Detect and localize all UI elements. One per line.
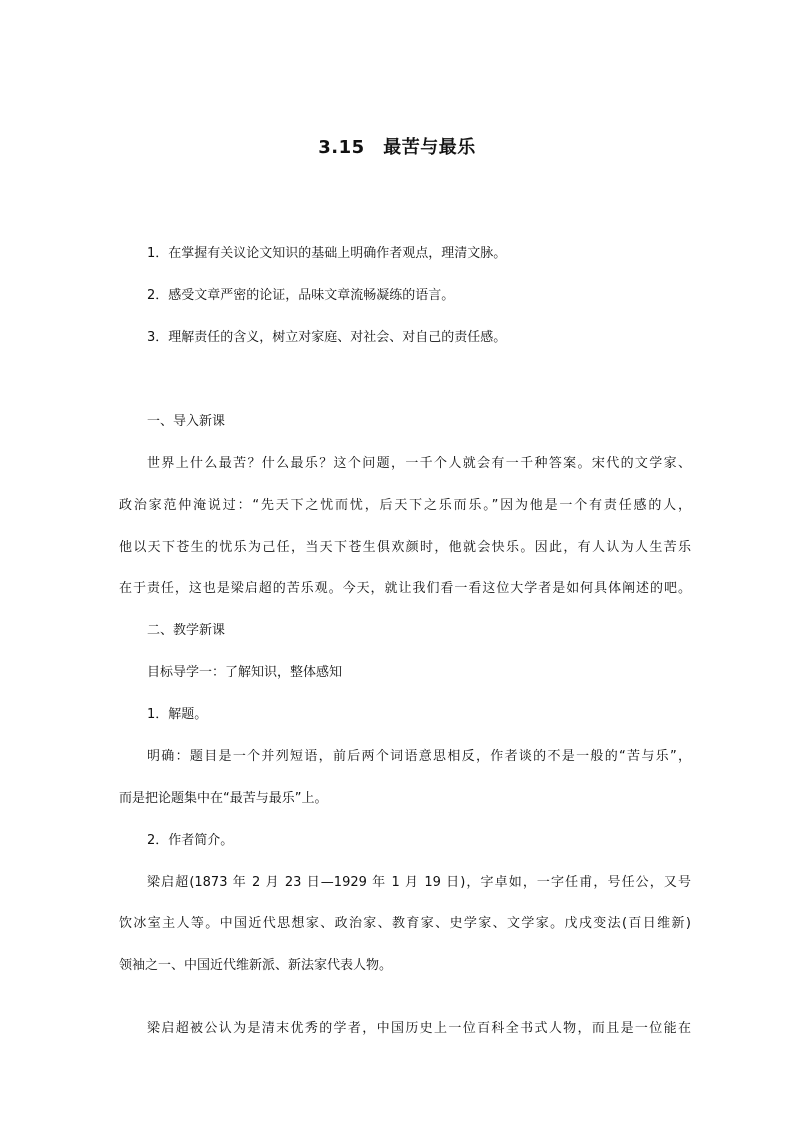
- objective-1: 1．在掌握有关议论文知识的基础上明确作者观点，理清文脉。: [147, 246, 507, 261]
- intro-paragraph-line-3: 他以天下苍生的忧乐为己任，当天下苍生俱欢颜时，他就会快乐。因此，有人认为人生苦乐: [119, 540, 691, 555]
- section-heading-teaching: 二、教学新课: [147, 623, 226, 638]
- intro-paragraph-line-4: 在于责任，这也是梁启超的苦乐观。今天，就让我们看一看这位大学者是如何具体阐述的吧。: [119, 581, 691, 596]
- document-title: 3.15 最苦与最乐: [318, 137, 476, 158]
- intro-paragraph-line-1: 世界上什么最苦？什么最乐？这个问题，一千个人就会有一千种答案。宋代的文学家、: [147, 456, 691, 471]
- final-paragraph-line: 梁启超被公认为是清末优秀的学者，中国历史上一位百科全书式人物，而且是一位能在: [147, 1021, 691, 1036]
- objective-3: 3．理解责任的含义，树立对家庭、对社会、对自己的责任感。: [147, 330, 507, 345]
- item-1-line-2: 而是把论题集中在“最苦与最乐”上。: [119, 791, 328, 806]
- author-line-1: 梁启超(1873 年 2 月 23 日—1929 年 1 月 19 日)，字卓如，一字任甫，号任公，又号: [147, 875, 691, 890]
- intro-paragraph-line-2: 政治家范仲淹说过：“先天下之忧而忧，后天下之乐而乐。”因为他是一个有责任感的人，: [119, 498, 691, 513]
- section-heading-intro: 一、导入新课: [147, 414, 226, 429]
- target-heading: 目标导学一：了解知识，整体感知: [147, 665, 343, 680]
- item-2-heading: 2．作者简介。: [147, 833, 234, 848]
- author-line-2: 饮冰室主人等。中国近代思想家、政治家、教育家、史学家、文学家。戊戌变法(百日维新): [119, 916, 691, 931]
- item-1-heading: 1．解题。: [147, 707, 208, 722]
- item-1-line-1: 明确：题目是一个并列短语，前后两个词语意思相反，作者谈的不是一般的“苦与乐”，: [147, 749, 691, 764]
- author-line-3: 领袖之一、中国近代维新派、新法家代表人物。: [119, 958, 393, 973]
- objective-2: 2．感受文章严密的论证，品味文章流畅凝练的语言。: [147, 288, 455, 303]
